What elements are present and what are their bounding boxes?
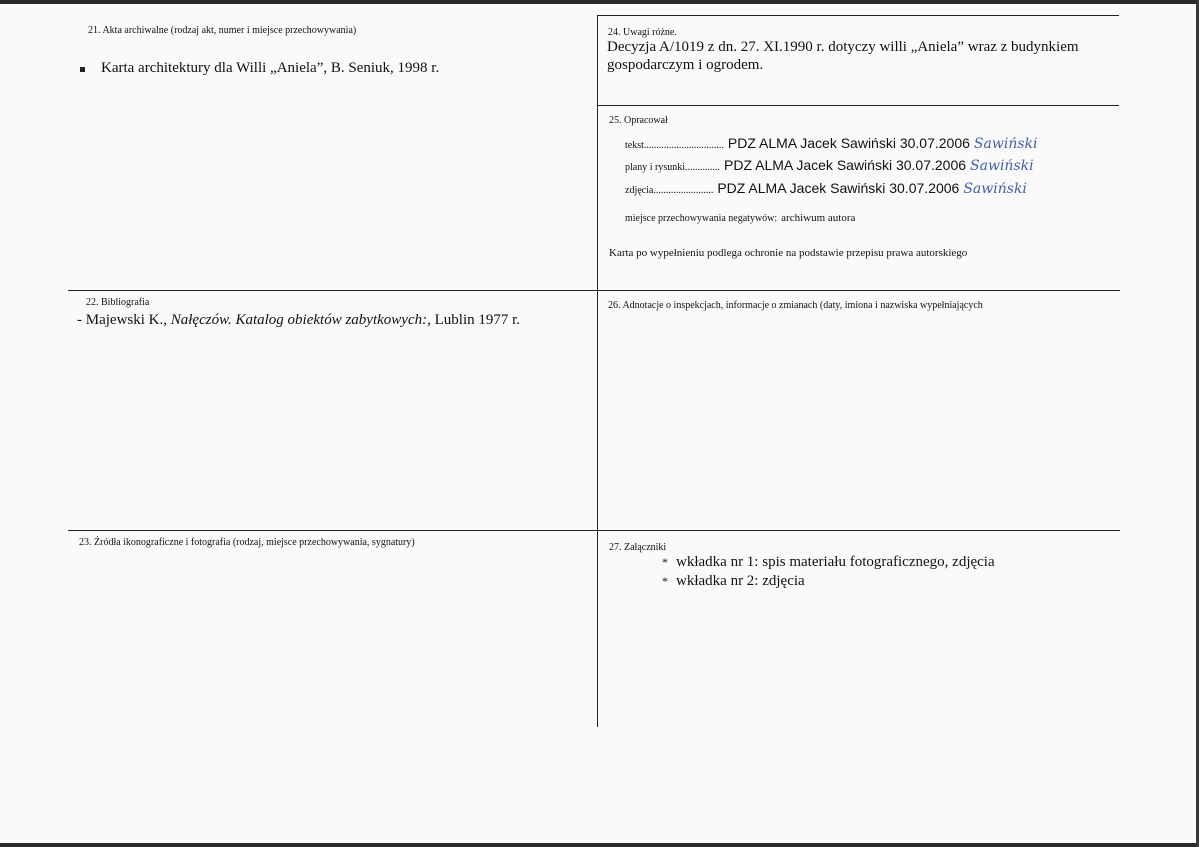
row-dots: ................................ <box>643 140 724 151</box>
storage-label: miejsce przechowywania negatywów: <box>625 213 778 224</box>
scan-edge-top <box>0 0 1199 4</box>
section-21-label: 21. Akta archiwalne (rodzaj akt, numer i miejsce przechowywania) <box>88 25 357 36</box>
remarks-line-1: Decyzja A/1019 z dn. 27. XI.1990 r. dotyczy willi „Aniela” wraz z budynkiem <box>607 39 1079 55</box>
remarks-line-2: gospodarczym i ogrodem. <box>607 57 764 73</box>
attachment-item <box>662 554 995 571</box>
divider-row1 <box>68 290 1120 291</box>
row-key: zdjęcia <box>625 185 654 196</box>
handwritten-signature: Sawiński <box>973 136 1038 152</box>
scan-edge-bottom <box>0 843 1199 847</box>
storage-value: archiwum autora <box>781 212 856 224</box>
row-value: PDZ ALMA Jacek Sawiński 30.07.2006 <box>717 180 960 196</box>
section-22-label: 22. Bibliografia <box>86 297 150 308</box>
bibliography-title: Nałęczów. Katalog obiektów zabytkowych:, <box>170 312 431 328</box>
row-value: PDZ ALMA Jacek Sawiński 30.07.2006 <box>724 157 967 173</box>
author-row-text <box>625 135 1037 153</box>
attachment-item <box>662 573 805 590</box>
section-26-label: 26. Adnotacje o inspekcjach, informacje o zmianach (daty, imiona i nazwiska wypełniających <box>608 300 983 311</box>
row-value: PDZ ALMA Jacek Sawiński 30.07.2006 <box>727 135 970 151</box>
divider-24-25 <box>597 105 1119 106</box>
handwritten-signature: Sawiński <box>970 158 1034 174</box>
bibliography-author: - Majewski K., <box>77 312 171 328</box>
square-bullet-icon <box>80 67 85 72</box>
bibliography-entry <box>77 312 520 329</box>
asterisk-bullet-icon: * <box>662 555 668 569</box>
author-row-photos <box>625 180 1027 198</box>
bibliography-place-year: Lublin 1977 r. <box>430 312 521 328</box>
attachment-text: wkładka nr 1: spis materiału fotograficznego, zdjęcia <box>676 554 995 570</box>
author-row-drawings <box>625 157 1034 175</box>
handwritten-signature: Sawiński <box>963 181 1027 197</box>
row-key: tekst <box>625 140 644 151</box>
row-dots: ........................ <box>653 185 714 196</box>
section-24-label: 24. Uwagi różne. <box>608 27 677 38</box>
section-27-label: 27. Załączniki <box>609 542 667 553</box>
section-23-label: 23. Źródła ikonograficzne i fotografia (rodzaj, miejsce przechowywania, sygnatury) <box>79 537 415 548</box>
top-border-right <box>597 15 1119 16</box>
attachment-text: wkładka nr 2: zdjęcia <box>676 573 805 589</box>
divider-row2 <box>68 530 1120 531</box>
row-key: plany i rysunki <box>625 162 685 173</box>
asterisk-bullet-icon: * <box>662 574 668 588</box>
copyright-notice: Karta po wypełnieniu podlega ochronie na podstawie przepisu prawa autorskiego <box>609 247 968 259</box>
row-dots: .............. <box>685 162 720 173</box>
archival-record-item: Karta architektury dla Willi „Aniela”, B. Seniuk, 1998 r. <box>101 60 440 76</box>
section-25-label: 25. Opracował <box>609 115 668 126</box>
negative-storage <box>625 208 855 226</box>
column-divider <box>597 15 598 727</box>
